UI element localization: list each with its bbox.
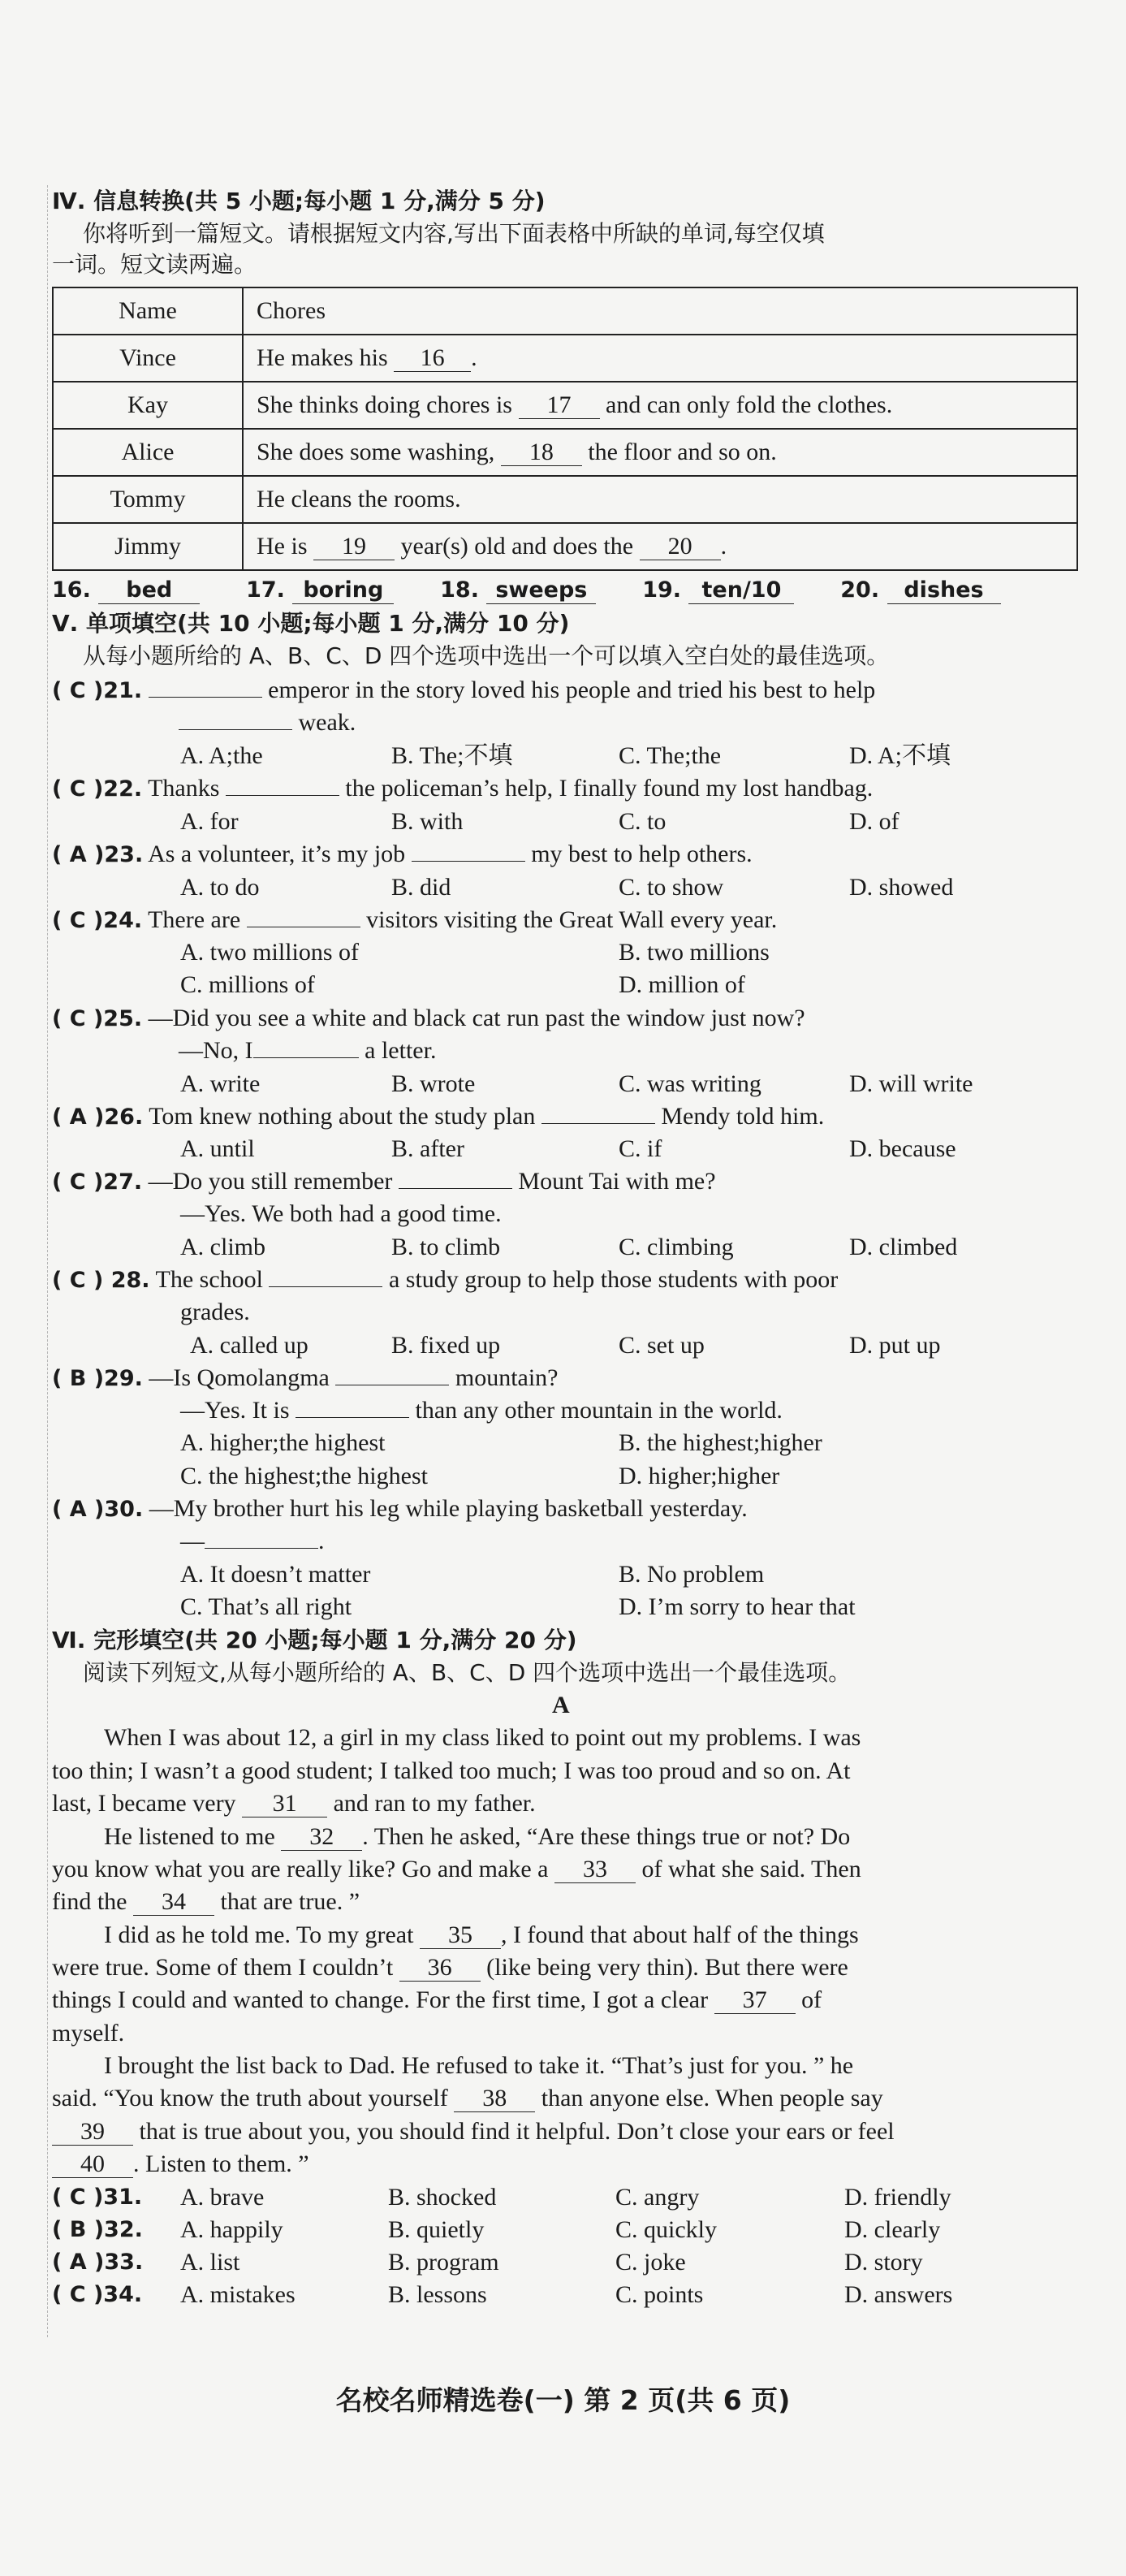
- answer-blank[interactable]: [253, 1057, 359, 1058]
- answer-number: 16.: [52, 577, 91, 603]
- text: She does some washing,: [257, 439, 495, 465]
- option-b[interactable]: B. wrote: [391, 1070, 476, 1097]
- table-row: [53, 382, 1077, 429]
- answer-blank[interactable]: [205, 1548, 318, 1549]
- option-b[interactable]: B. quietly: [388, 2216, 485, 2243]
- option-d[interactable]: D. answers: [844, 2281, 953, 2308]
- table-cell-chores: [243, 429, 1077, 476]
- option-a[interactable]: A. mistakes: [180, 2281, 296, 2308]
- text: I did as he told me. To my great: [104, 1921, 414, 1948]
- answer-blank[interactable]: [399, 1188, 512, 1189]
- text: —No, I: [179, 1037, 253, 1064]
- option-d[interactable]: D. friendly: [844, 2184, 951, 2211]
- table-header-chores: Chores: [243, 287, 1077, 335]
- text: Thanks: [148, 775, 220, 802]
- section-4-heading: Ⅳ. 信息转换(共 5 小题;每小题 1 分,满分 5 分): [52, 188, 546, 214]
- text: the policeman’s help, I finally found my lost handbag.: [345, 775, 874, 802]
- option-d[interactable]: D. put up: [849, 1332, 941, 1359]
- question-27-reply: —Yes. We both had a good time.: [180, 1200, 502, 1227]
- page-footer: 名校名师精选卷(一) 第 2 页(共 6 页): [335, 2384, 791, 2416]
- option-a[interactable]: A. until: [180, 1135, 255, 1162]
- question-mark: ( B )29.: [52, 1366, 143, 1391]
- passage-letter: A: [552, 1692, 570, 1718]
- option-c[interactable]: C. quickly: [615, 2216, 717, 2243]
- section-4-instruction-2: 一词。短文读两遍。: [52, 251, 257, 278]
- text: (like being very thin). But there were: [486, 1954, 848, 1981]
- option-c[interactable]: C. joke: [615, 2249, 686, 2276]
- cloze-blank[interactable]: 31: [242, 1791, 327, 1817]
- passage-line: I brought the list back to Dad. He refused to take it. “That’s just for you. ” he: [104, 2052, 854, 2079]
- question-21-cont: [179, 707, 356, 739]
- option-a[interactable]: A. to do: [180, 874, 260, 901]
- question-24: [52, 904, 777, 936]
- cloze-blank[interactable]: 40: [52, 2151, 133, 2178]
- text: the floor and so on.: [588, 439, 777, 465]
- table-header-name: Name: [53, 287, 243, 335]
- text: mountain?: [455, 1364, 559, 1391]
- answer-blank[interactable]: [296, 1417, 409, 1418]
- text: find the: [52, 1888, 127, 1915]
- text: weak.: [298, 709, 356, 736]
- option-a[interactable]: A. list: [180, 2249, 240, 2276]
- table-row: [53, 476, 1077, 523]
- question-25-cont: [179, 1035, 436, 1067]
- text: said. “You know the truth about yourself: [52, 2085, 448, 2111]
- option-c[interactable]: C. The;the: [619, 742, 722, 769]
- table-cell-name: Jimmy: [53, 523, 243, 570]
- text: . Listen to them. ”: [133, 2150, 309, 2177]
- option-b[interactable]: B. fixed up: [391, 1332, 501, 1359]
- text: , I found that about half of the things: [500, 1921, 859, 1948]
- option-a[interactable]: A. higher;the highest: [180, 1429, 386, 1456]
- text: you know what you are really like? Go and make a: [52, 1856, 549, 1882]
- table-row: [53, 335, 1077, 382]
- option-a[interactable]: A. called up: [190, 1332, 308, 1359]
- option-d[interactable]: D. story: [844, 2249, 923, 2276]
- question-mark: ( C )31.: [52, 2185, 143, 2210]
- question-26: [52, 1100, 824, 1133]
- answer-value[interactable]: bed: [98, 577, 200, 604]
- table-cell-chores: [243, 523, 1077, 570]
- option-a[interactable]: A. happily: [180, 2216, 283, 2243]
- text: that is true about you, you should find it helpful. Don’t close your ears or feel: [139, 2118, 895, 2145]
- option-d[interactable]: D. of: [849, 808, 900, 835]
- question-28: [52, 1264, 838, 1296]
- section-4-instruction: 你将听到一篇短文。请根据短文内容,写出下面表格中所缺的单词,每空仅填: [83, 220, 825, 247]
- passage-line: [104, 1821, 850, 1853]
- question-mark: ( A )23.: [52, 842, 144, 867]
- answer-blank[interactable]: [179, 729, 292, 730]
- option-b[interactable]: B. The;不填: [391, 742, 513, 769]
- text: a letter.: [365, 1037, 437, 1064]
- option-d[interactable]: D. I’m sorry to hear that: [619, 1593, 856, 1620]
- text: Tom knew nothing about the study plan: [149, 1103, 536, 1130]
- answer-number: 17.: [246, 577, 285, 603]
- table-cell-chores: He cleans the rooms.: [243, 476, 1077, 523]
- text: —Yes. It is: [180, 1397, 290, 1424]
- answer-blank[interactable]: [226, 795, 339, 796]
- answer-value[interactable]: ten/10: [688, 577, 794, 604]
- text: She thinks doing chores is: [257, 391, 512, 418]
- text: and can only fold the clothes.: [606, 391, 893, 418]
- text: things I could and wanted to change. For the first time, I got a clear: [52, 1986, 709, 2013]
- option-c[interactable]: C. climbing: [619, 1234, 734, 1260]
- passage-line: [52, 1853, 861, 1886]
- text: There are: [148, 906, 241, 933]
- text: He makes his: [257, 344, 388, 371]
- table-row: [53, 429, 1077, 476]
- question-mark: ( C )22.: [52, 776, 143, 802]
- option-c[interactable]: C. angry: [615, 2184, 700, 2211]
- cloze-blank[interactable]: 34: [133, 1889, 214, 1916]
- question-22: [52, 772, 873, 805]
- text: than anyone else. When people say: [541, 2085, 883, 2111]
- option-b[interactable]: B. with: [391, 808, 464, 835]
- answer-blank[interactable]: [541, 1123, 655, 1124]
- question-mark: ( C ) 28.: [52, 1268, 150, 1293]
- option-b[interactable]: B. No problem: [619, 1561, 765, 1588]
- cloze-blank[interactable]: 35: [420, 1922, 501, 1949]
- section-5-heading: Ⅴ. 单项填空(共 10 小题;每小题 1 分,满分 10 分): [52, 610, 570, 637]
- option-b[interactable]: B. did: [391, 874, 451, 901]
- text: Mount Tai with me?: [518, 1168, 716, 1195]
- option-b[interactable]: B. program: [388, 2249, 499, 2276]
- cloze-blank[interactable]: 37: [714, 1987, 796, 2014]
- info-table: [52, 287, 1078, 571]
- option-c[interactable]: C. points: [615, 2281, 704, 2308]
- text: visitors visiting the Great Wall every year.: [366, 906, 778, 933]
- table-row: [53, 523, 1077, 570]
- text: than any other mountain in the world.: [415, 1397, 783, 1424]
- passage-line: [52, 2082, 883, 2115]
- option-a[interactable]: A. two millions of: [180, 939, 360, 966]
- option-d[interactable]: D. clearly: [844, 2216, 941, 2243]
- text: a study group to help those students with poor: [388, 1266, 839, 1293]
- question-mark: ( A )30.: [52, 1497, 144, 1522]
- option-c[interactable]: C. That’s all right: [180, 1593, 352, 1620]
- text: . Then he asked, “Are these things true or not? Do: [362, 1823, 851, 1850]
- answer-value[interactable]: dishes: [887, 577, 1001, 604]
- text: —Did you see a white and black cat run past the window just now?: [148, 1005, 805, 1031]
- option-d[interactable]: D. will write: [849, 1070, 973, 1097]
- question-mark: ( C )25.: [52, 1006, 143, 1031]
- text: last, I became very: [52, 1790, 236, 1817]
- text: my best to help others.: [531, 841, 753, 867]
- answer-number: 19.: [642, 577, 682, 603]
- question-29: [52, 1362, 559, 1394]
- answer-blank[interactable]: 20: [640, 534, 721, 560]
- option-a[interactable]: A. write: [180, 1070, 261, 1097]
- answer-value[interactable]: sweeps: [486, 577, 596, 604]
- option-b[interactable]: B. after: [391, 1135, 464, 1162]
- question-mark: ( A )26.: [52, 1104, 144, 1130]
- option-c[interactable]: C. if: [619, 1135, 662, 1162]
- option-a[interactable]: A. It doesn’t matter: [180, 1561, 371, 1588]
- answer-row: [52, 574, 1001, 607]
- option-c[interactable]: C. set up: [619, 1332, 705, 1359]
- cloze-blank[interactable]: 32: [281, 1824, 362, 1851]
- cloze-blank[interactable]: 39: [52, 2119, 133, 2146]
- text: .: [318, 1528, 325, 1554]
- option-d[interactable]: D. because: [849, 1135, 956, 1162]
- text: —Is Qomolangma: [149, 1364, 330, 1391]
- option-a[interactable]: A. climb: [180, 1234, 265, 1260]
- question-28-cont: grades.: [180, 1299, 250, 1325]
- margin-rule: [47, 185, 48, 2337]
- cloze-blank[interactable]: 36: [399, 1955, 481, 1982]
- text: —Do you still remember: [148, 1168, 393, 1195]
- option-c[interactable]: C. to show: [619, 874, 724, 901]
- answer-blank[interactable]: 18: [501, 439, 582, 466]
- question-21: [52, 674, 875, 707]
- option-d[interactable]: D. A;不填: [849, 742, 951, 769]
- option-d[interactable]: D. climbed: [849, 1234, 958, 1260]
- section-6-instruction: 阅读下列短文,从每小题所给的 A、B、C、D 四个选项中选出一个最佳选项。: [83, 1659, 852, 1686]
- table-cell-name: Vince: [53, 335, 243, 382]
- section-5-instruction: 从每小题所给的 A、B、C、D 四个选项中选出一个可以填入空白处的最佳选项。: [83, 642, 890, 669]
- passage-line: [52, 2148, 309, 2181]
- option-d[interactable]: D. showed: [849, 874, 954, 901]
- option-c[interactable]: C. millions of: [180, 971, 315, 998]
- option-b[interactable]: B. to climb: [391, 1234, 501, 1260]
- option-b[interactable]: B. shocked: [388, 2184, 497, 2211]
- text: —: [180, 1528, 205, 1554]
- text: As a volunteer, it’s my job: [148, 841, 406, 867]
- text: Mendy told him.: [661, 1103, 825, 1130]
- question-25: [52, 1002, 805, 1035]
- table-cell-chores: [243, 335, 1077, 382]
- text: of what she said. Then: [641, 1856, 861, 1882]
- question-mark: ( C )24.: [52, 908, 143, 933]
- text: and ran to my father.: [333, 1790, 536, 1817]
- option-c[interactable]: C. was writing: [619, 1070, 761, 1097]
- passage-line: [52, 1886, 360, 1918]
- passage-line: myself.: [52, 2020, 125, 2047]
- option-b[interactable]: B. the highest;higher: [619, 1429, 822, 1456]
- question-mark: ( B )32.: [52, 2217, 143, 2242]
- text: that are true. ”: [220, 1888, 360, 1915]
- cloze-blank[interactable]: 33: [554, 1856, 636, 1883]
- passage-line: [104, 1919, 859, 1951]
- option-a[interactable]: A. for: [180, 808, 239, 835]
- table-cell-name: Kay: [53, 382, 243, 429]
- answer-value[interactable]: boring: [292, 577, 394, 604]
- answer-number: 20.: [840, 577, 880, 603]
- option-d[interactable]: D. million of: [619, 971, 745, 998]
- question-30-reply: [180, 1525, 325, 1558]
- text: of: [801, 1986, 822, 2013]
- table-cell-chores: [243, 382, 1077, 429]
- passage-line: [52, 1787, 536, 1820]
- question-mark: ( A )33.: [52, 2250, 144, 2275]
- question-27: [52, 1165, 716, 1198]
- table-cell-name: Alice: [53, 429, 243, 476]
- cloze-blank[interactable]: 38: [454, 2085, 535, 2112]
- answer-number: 18.: [440, 577, 479, 603]
- table-cell-name: Tommy: [53, 476, 243, 523]
- text: were true. Some of them I couldn’t: [52, 1954, 394, 1981]
- option-a[interactable]: A. brave: [180, 2184, 265, 2211]
- text: —My brother hurt his leg while playing basketball yesterday.: [149, 1495, 748, 1522]
- answer-blank[interactable]: 19: [313, 534, 395, 560]
- answer-blank[interactable]: [269, 1286, 382, 1287]
- text: .: [720, 533, 727, 560]
- passage-line: [52, 2116, 895, 2148]
- option-b[interactable]: B. lessons: [388, 2281, 487, 2308]
- question-30: [52, 1493, 748, 1525]
- text: The school: [155, 1266, 263, 1293]
- text: .: [471, 344, 477, 371]
- question-mark: ( C )27.: [52, 1169, 143, 1195]
- question-mark: ( C )21.: [52, 678, 143, 703]
- answer-blank[interactable]: 16: [394, 345, 471, 372]
- passage-line: [52, 1984, 822, 2016]
- question-29-reply: [180, 1394, 783, 1427]
- option-c[interactable]: C. the highest;the highest: [180, 1463, 428, 1489]
- option-d[interactable]: D. higher;higher: [619, 1463, 780, 1489]
- table-header-row: [53, 287, 1077, 335]
- answer-blank[interactable]: [149, 697, 262, 698]
- text: He listened to me: [104, 1823, 275, 1850]
- passage-line: When I was about 12, a girl in my class liked to point out my problems. I was: [104, 1724, 861, 1751]
- answer-blank[interactable]: 17: [519, 392, 600, 419]
- answer-blank[interactable]: [412, 861, 525, 862]
- option-b[interactable]: B. two millions: [619, 939, 770, 966]
- passage-line: [52, 1951, 848, 1984]
- question-mark: ( C )34.: [52, 2282, 143, 2307]
- option-c[interactable]: C. to: [619, 808, 667, 835]
- section-6-heading: Ⅵ. 完形填空(共 20 小题;每小题 1 分,满分 20 分): [52, 1627, 577, 1653]
- option-a[interactable]: A. A;the: [180, 742, 263, 769]
- text: emperor in the story loved his people and tried his best to help: [268, 676, 876, 703]
- text: He is: [257, 533, 308, 560]
- question-23: [52, 838, 753, 871]
- text: year(s) old and does the: [400, 533, 634, 560]
- passage-line: too thin; I wasn’t a good student; I talked too much; I was too proud and so on. At: [52, 1757, 851, 1784]
